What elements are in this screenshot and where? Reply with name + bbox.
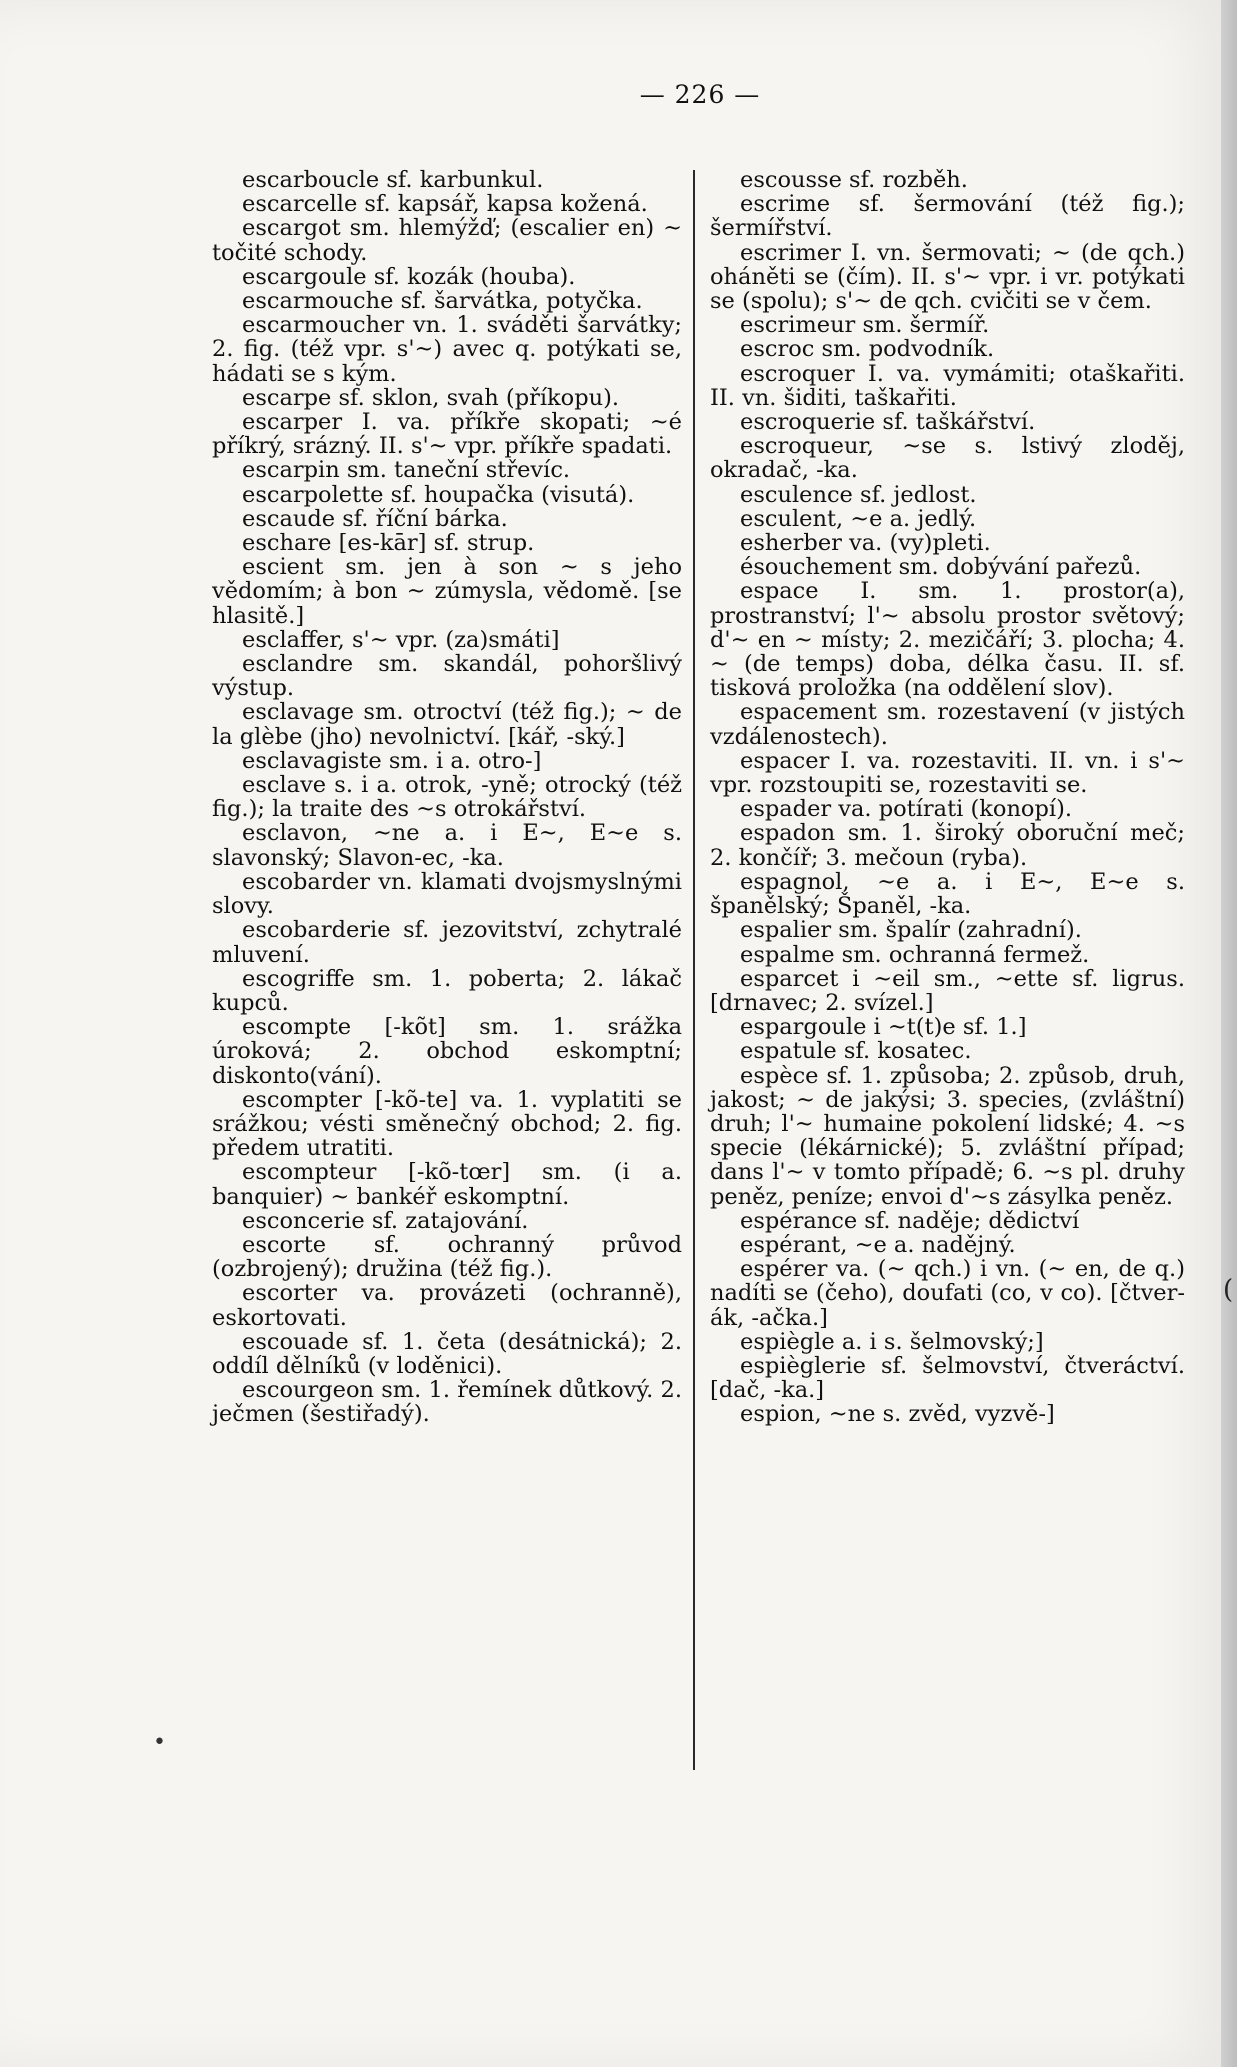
entry: escrimer I. vn. šermovati; ~ (de qch.) oháněti se (čím). II. s'~ vpr. i vr. potýkati se (spolu); s'~ de qch. cvičiti se v čem.: [710, 239, 1185, 315]
entry: espérer va. (~ qch.) i vn. (~ en, de q.) nadíti se (čeho), doufati (co, v co). [čtver-ák, -ačka.]: [710, 1256, 1185, 1331]
entry: escrime sf. šermování (též fig.); šermířství.: [710, 191, 1185, 242]
entry: ésouchement sm. dobývání pařezů.: [740, 554, 1142, 581]
entry: espiègle a. i s. šelmovský;]: [740, 1328, 1044, 1355]
entry: espalier sm. špalír (zahradní).: [740, 917, 1082, 944]
entry: espacer I. va. rozestaviti. II. vn. i s'~ vpr. rozstoupiti se, rozestaviti se.: [710, 747, 1185, 799]
entry: escargot sm. hlemýžď; (escalier en) ~ točité schody.: [212, 215, 682, 266]
entry: esclavon, ~ne a. i E~, E~e s. slavonský; Slavon-ec, -ka.: [212, 820, 682, 871]
entry: escarmouche sf. šarvátka, potyčka.: [242, 288, 643, 315]
margin-mark: •: [153, 1730, 166, 1755]
entry: escompte [-kõt] sm. 1. srážka úroková; 2. obchod eskomptní; diskonto(vání).: [212, 1014, 682, 1089]
entry: escourgeon sm. 1. řemínek důtkový. 2. ječmen (šestiřadý).: [212, 1377, 682, 1428]
entry: esclandre sm. skandál, pohoršlivý výstup.: [212, 651, 682, 702]
entry: escarper I. va. příkře skopati; ~é příkrý, srázný. II. s'~ vpr. příkře spadati.: [212, 409, 682, 460]
entry: escobarder vn. klamati dvojsmyslnými slovy.: [212, 868, 682, 920]
entry: escorte sf. ochranný průvod (ozbrojený); družina (též fig.).: [212, 1231, 682, 1283]
entry: espèce sf. 1. způsoba; 2. způsob, druh, jakost; ~ de jakýsi; 3. species, (zvláštní) druh; l'~ humaine pokolení lidské; 4. ~s specie (lékárnické); 5. zvláštní případ; dans l'~ v tomto případě; 6. ~s pl. druhy peněz, peníze; envoi d'~s zásylka peněz.: [710, 1062, 1185, 1210]
right-column: [710, 168, 1185, 1427]
entry: escarpin sm. taneční střevíc.: [242, 457, 571, 484]
entry: espion, ~ne s. zvěd, vyzvě-]: [740, 1401, 1055, 1428]
entry: escroc sm. podvodník.: [740, 336, 995, 363]
entry: escarmoucher vn. 1. sváděti šarvátky; 2. fig. (též vpr. s'~) avec q. potýkati se, hádati se s kým.: [212, 312, 682, 387]
entry: espacement sm. rozestavení (v jistých vzdálenostech).: [710, 699, 1185, 750]
entry: escient sm. jen à son ~ s jeho vědomím; à bon ~ zúmysla, vědomě. [se hlasitě.]: [212, 554, 682, 629]
entry: escroquerie sf. taškářství.: [740, 409, 1036, 436]
scan-edge: [1221, 0, 1237, 2067]
margin-mark: (: [1223, 1275, 1234, 1305]
entry: esconcerie sf. zatajování.: [242, 1207, 529, 1234]
entry: escogriffe sm. 1. poberta; 2. lákač kupců.: [212, 965, 682, 1016]
entry: espalme sm. ochranná fermež.: [740, 941, 1090, 968]
entry: escarpe sf. sklon, svah (příkopu).: [242, 384, 620, 411]
entry: espader va. potírati (konopí).: [740, 796, 1073, 823]
entry: escousse sf. rozběh.: [740, 167, 968, 193]
entry: espagnol, ~e a. i E~, E~e s. španělský; Španěl, -ka.: [710, 868, 1185, 920]
entry: escarcelle sf. kapsář, kapsa kožená.: [242, 191, 648, 218]
entry: esherber va. (vy)pleti.: [740, 530, 991, 557]
entry: espatule sf. kosatec.: [740, 1038, 972, 1065]
entry: escroqueur, ~se s. lstivý zloděj, okradač, -ka.: [710, 433, 1185, 484]
entry: escobarderie sf. jezovitství, zchytralé mluvení.: [212, 917, 682, 968]
entry: esclaffer, s'~ vpr. (za)smáti]: [242, 626, 560, 653]
entry: espace I. sm. 1. prostor(a), prostranství; l'~ absolu prostor světový; d'~ en ~ místy; 2. mezičáří; 3. plocha; 4. ~ (de temps) doba, délka času. II. sf. tisková proložka (na oddělení slov).: [710, 578, 1185, 702]
entry: escaude sf. říční bárka.: [242, 505, 508, 532]
entry: esclave s. i a. otrok, -yně; otrocký (též fig.); la traite des ~s otrokářství.: [212, 772, 682, 823]
entry: escompter [-kõ-te] va. 1. vyplatiti se srážkou; vésti směnečný obchod; 2. fig. předem utratiti.: [212, 1086, 682, 1162]
entry: espérance sf. naděje; dědictví: [740, 1207, 1080, 1234]
entry: escarpolette sf. houpačka (visutá).: [242, 481, 635, 508]
entry: escargoule sf. kozák (houba).: [242, 263, 576, 290]
entry: espadon sm. 1. široký oboruční meč; 2. končíř; 3. mečoun (ryba).: [710, 820, 1185, 871]
entry: esclavage sm. otroctví (též fig.); ~ de la glèbe (jho) nevolnictví. [kář, -ský.]: [212, 699, 682, 750]
entry: eschare [es-kār] sf. strup.: [242, 530, 535, 557]
entry: escorter va. provázeti (ochranně), eskortovati.: [212, 1280, 682, 1331]
entry: escroquer I. va. vymámiti; otaškařiti. II. vn. šiditi, taškařiti.: [710, 360, 1185, 411]
entry: espérant, ~e a. nadějný.: [740, 1231, 1016, 1258]
entry: esculence sf. jedlost.: [740, 481, 977, 508]
page-number: — 226 —: [639, 80, 761, 109]
entry: esclavagiste sm. i a. otro-]: [242, 747, 542, 774]
entry: espièglerie sf. šelmovství, čtveráctví. [dač, -ka.]: [710, 1352, 1185, 1404]
left-column: [212, 168, 682, 1427]
entry: escrimeur sm. šermíř.: [740, 312, 990, 339]
entry: esculent, ~e a. jedlý.: [740, 505, 977, 532]
entry: escarboucle sf. karbunkul.: [242, 167, 544, 193]
entry: esparcet i ~eil sm., ~ette sf. ligrus. [drnavec; 2. svízel.]: [710, 965, 1185, 1016]
entry: escouade sf. 1. četa (desátnická); 2. oddíl dělníků (v loděnici).: [212, 1328, 682, 1379]
entry: espargoule i ~t(t)e sf. 1.]: [740, 1014, 1027, 1041]
entry: escompteur [-kõ-tœr] sm. (i a. banquier) ~ bankéř eskomptní.: [212, 1159, 682, 1210]
column-divider: [693, 170, 695, 1770]
